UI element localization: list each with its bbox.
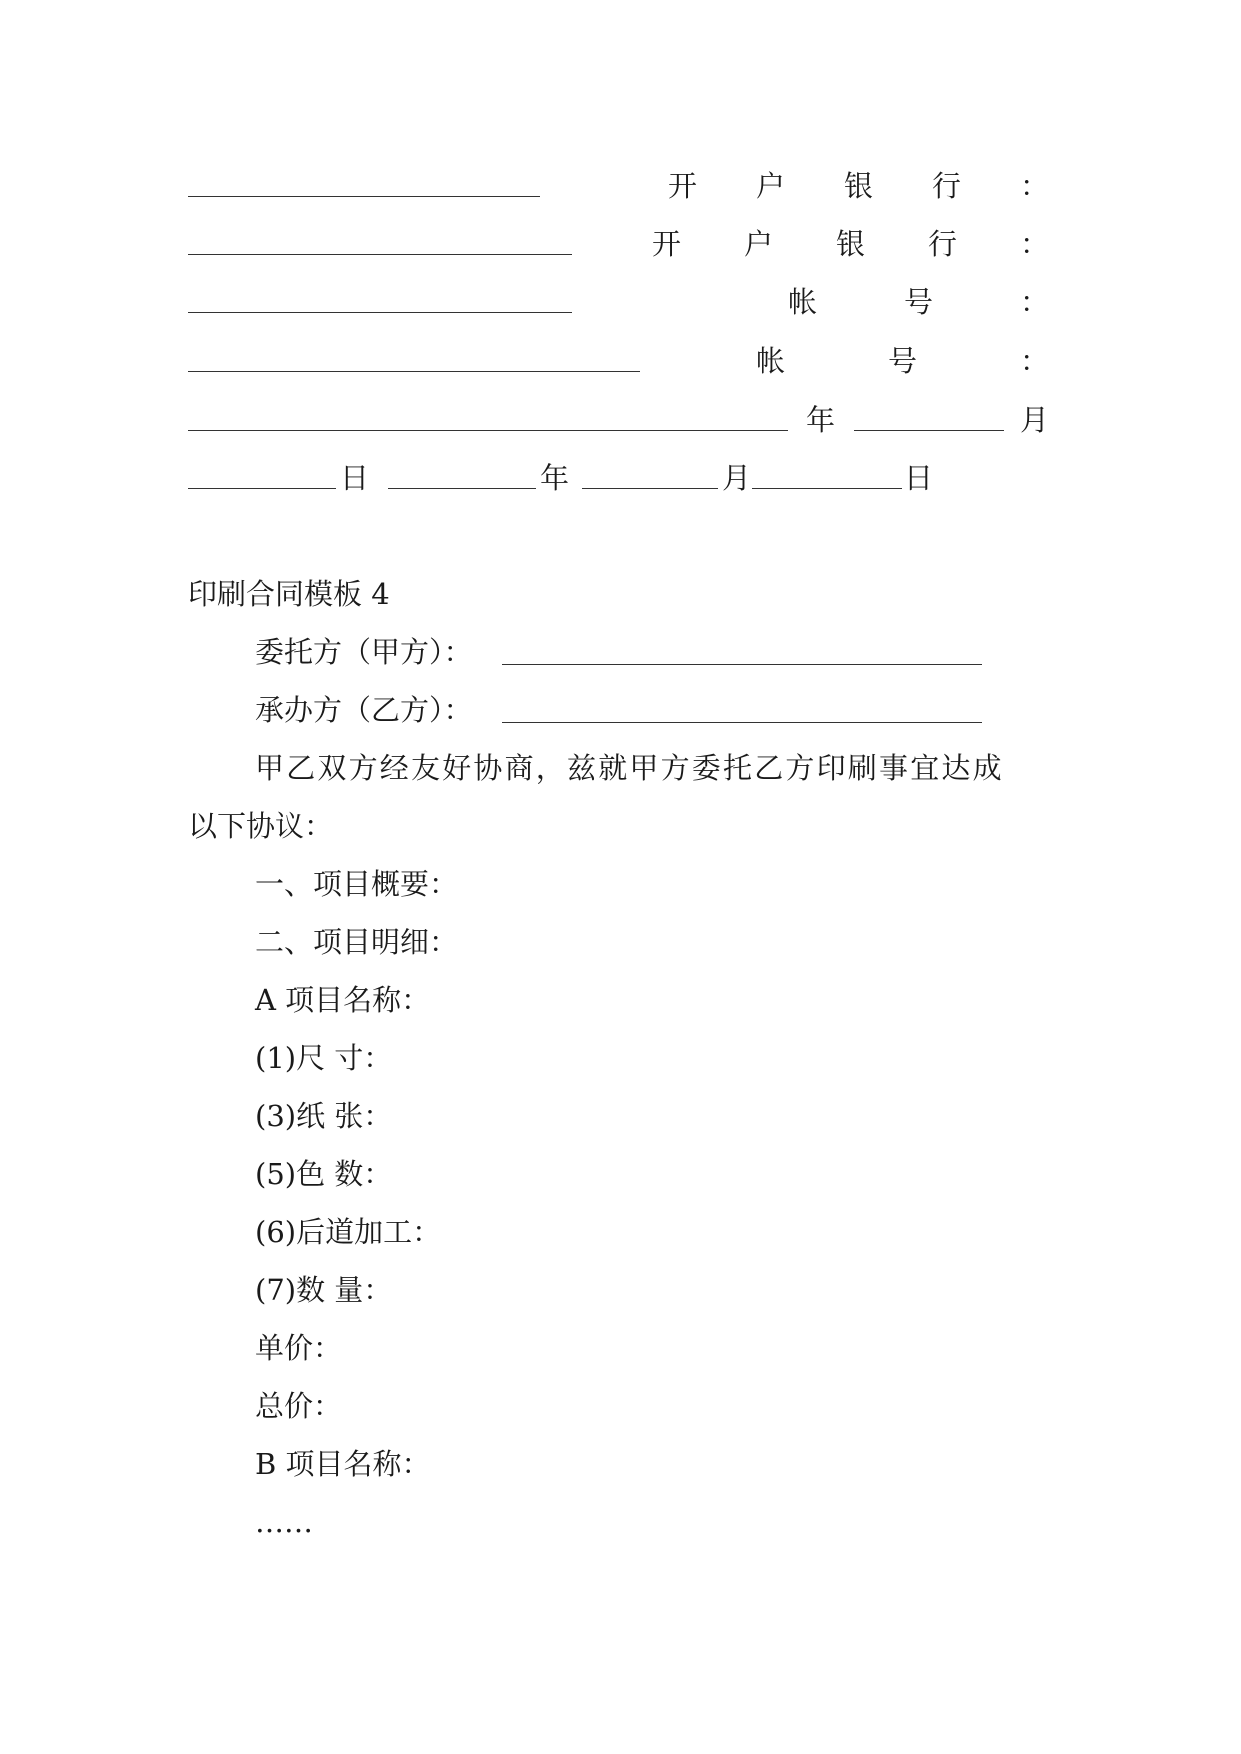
blank-line[interactable] — [188, 488, 336, 489]
day-label: 日 — [904, 461, 934, 495]
day-label: 日 — [340, 461, 370, 495]
item-heading: B 项目名称： — [255, 1447, 431, 1481]
document-page: 开 户 银 行 ： 开 户 银 行 ： 帐 号 ： 帐 号 ： 年 月 日 年 月 日 印刷合同模板 4 委托方（甲方）： 承办方（乙方）： 甲乙双方经友好协商，兹就甲方委托乙方印刷事宜达成 以下协议： 一、项目概要： 二、项目明细： A 项目名称： (1)尺 寸： (3)纸 张： (5)色 数： (6)后道加工： (7)数 量： 单价： 总价： B 项目名称： …… — [0, 0, 1241, 1754]
item-field: 总价： — [255, 1389, 343, 1423]
contract-title: 印刷合同模板 4 — [188, 577, 390, 611]
client-label: 委托方（甲方）： — [255, 635, 473, 669]
year-label: 年 — [806, 403, 836, 437]
blank-line[interactable] — [582, 488, 718, 489]
section-heading: 二、项目明细： — [255, 925, 459, 959]
item-field: 单价： — [255, 1331, 343, 1365]
blank-line[interactable] — [188, 430, 788, 431]
item-field: (6)后道加工： — [255, 1215, 442, 1249]
blank-line[interactable] — [388, 488, 536, 489]
item-field: (3)纸 张： — [255, 1099, 393, 1133]
blank-line[interactable] — [188, 254, 572, 255]
item-field: (1)尺 寸： — [255, 1041, 393, 1075]
section-heading: 一、项目概要： — [255, 867, 459, 901]
contractor-blank[interactable] — [502, 722, 982, 723]
month-label: 月 — [722, 461, 752, 495]
blank-line[interactable] — [752, 488, 902, 489]
item-heading: A 项目名称： — [255, 983, 431, 1017]
year-label: 年 — [540, 461, 570, 495]
blank-line[interactable] — [854, 430, 1004, 431]
intro-line: 以下协议： — [188, 809, 334, 843]
contractor-label: 承办方（乙方）： — [255, 693, 473, 727]
month-label: 月 — [1020, 403, 1050, 437]
intro-line: 甲乙双方经友好协商，兹就甲方委托乙方印刷事宜达成 — [255, 751, 1004, 785]
ellipsis: …… — [255, 1505, 313, 1539]
item-field: (5)色 数： — [255, 1157, 393, 1191]
blank-line[interactable] — [188, 312, 572, 313]
item-field: (7)数 量： — [255, 1273, 393, 1307]
blank-line[interactable] — [188, 371, 640, 372]
client-blank[interactable] — [502, 664, 982, 665]
blank-line[interactable] — [188, 196, 540, 197]
